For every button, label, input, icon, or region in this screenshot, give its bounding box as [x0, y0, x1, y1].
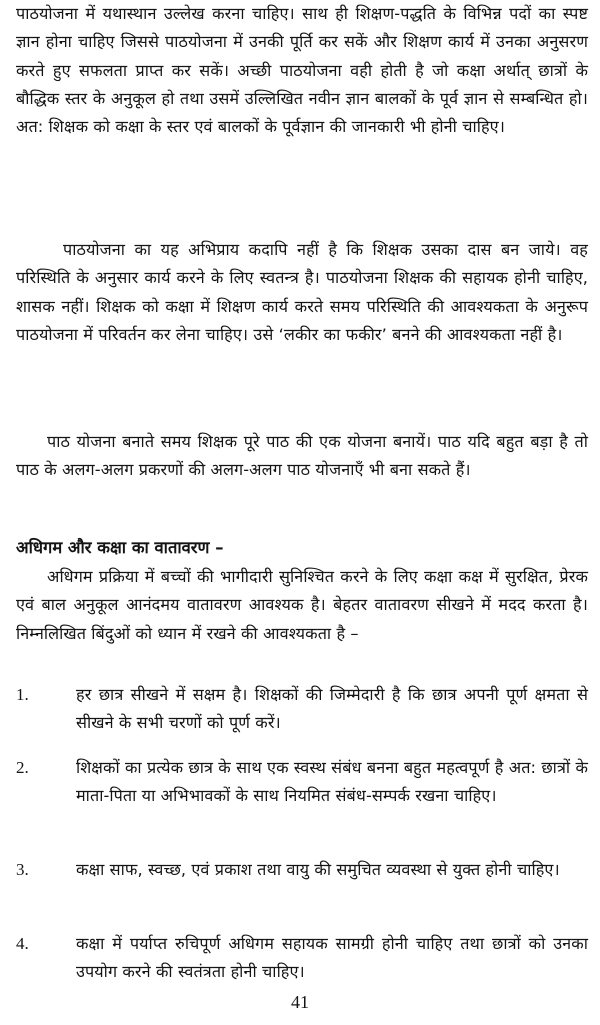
list-item-text: हर छात्र सीखने में सक्षम है। शिक्षकों की जिम्मेदारी है कि छात्र अपनी पूर्ण क्षमता से सीखने के सभी चरणों को पूर्ण करें। [76, 685, 588, 733]
page-number: 41 [291, 992, 309, 1012]
section-intro-paragraph: अधिगम प्रक्रिया में बच्चों की भागीदारी सुनिश्चित करने के लिए कक्षा कक्ष में सुरक्षित, प्रेरक एवं बाल अनुकूल आनंदमय वातावरण आवश्यक है। बेहतर वातावरण सीखने में मदद करता है। निम्नलिखित बिंदुओं को ध्यान में रखने की आवश्यकता है – [16, 567, 588, 643]
section-heading: अधिगम और कक्षा का वातावरण – [16, 538, 224, 557]
list-item-text: शिक्षकों का प्रत्येक छात्र के साथ एक स्वस्थ संबंध बनना बहुत महत्वपूर्ण है अत: छात्रों के माता-पिता या अभिभावकों के साथ नियमित संबंध-सम्पर्क रखना चाहिए। [76, 758, 588, 806]
paragraph-lesson-plan-purpose: पाठयोजना का यह अभिप्राय कदापि नहीं है कि शिक्षक उसका दास बन जाये। वह परिस्थिति के अनुसार कार्य करने के लिए स्वतन्त्र है। पाठयोजना शिक्षक की सहायक होनी चाहिए, शासक नहीं। शिक्षक को कक्षा में शिक्षण कार्य करते समय परिस्थिति की आवश्यकता के अनुरूप पाठयोजना में परिवर्तन कर लेना चाहिए। उसे ‘लकीर का फकीर’ बनने की आवश्यकता नहीं है। [16, 240, 588, 344]
list-item-text: कक्षा में पर्याप्त रुचिपूर्ण अधिगम सहायक सामग्री होनी चाहिए तथा छात्रों को उनका उपयोग करने की स्वतंत्रता होनी चाहिए। [76, 934, 588, 982]
list-item-number: 3. [16, 860, 29, 879]
list-item-number: 1. [16, 685, 29, 704]
list-item-text: कक्षा साफ, स्वच्छ, एवं प्रकाश तथा वायु की समुचित व्यवस्था से युक्त होनी चाहिए। [76, 860, 560, 879]
paragraph-lesson-plan-units: पाठ योजना बनाते समय शिक्षक पूरे पाठ की एक योजना बनायें। पाठ यदि बहुत बड़ा है तो पाठ के अलग-अलग प्रकरणों की अलग-अलग पाठ योजनाएँ भी बना सकते हैं। [16, 432, 588, 480]
list-item-number: 4. [16, 934, 29, 953]
list-item-number: 2. [16, 758, 29, 777]
paragraph-lesson-plan-steps: पाठयोजना में यथास्थान उल्लेख करना चाहिए। साथ ही शिक्षण-पद्धति के विभिन्न पदों का स्पष्ट ज्ञान होना चाहिए जिससे पाठयोजना में उनकी पूर्ति कर सकें और शिक्षण कार्य में उनका अनुसरण करते हुए सफलता प्राप्त कर सकें। अच्छी पाठयोजना वही होती है जो कक्षा अर्थात् छात्रों के बौद्धिक स्तर के अनुकूल हो तथा उसमें उल्लिखित नवीन ज्ञान बालकों के पूर्व ज्ञान से सम्बन्धित हो। अत: शिक्षक को कक्षा के स्तर एवं बालकों के पूर्वज्ञान की जानकारी भी होनी चाहिए। [16, 4, 588, 137]
